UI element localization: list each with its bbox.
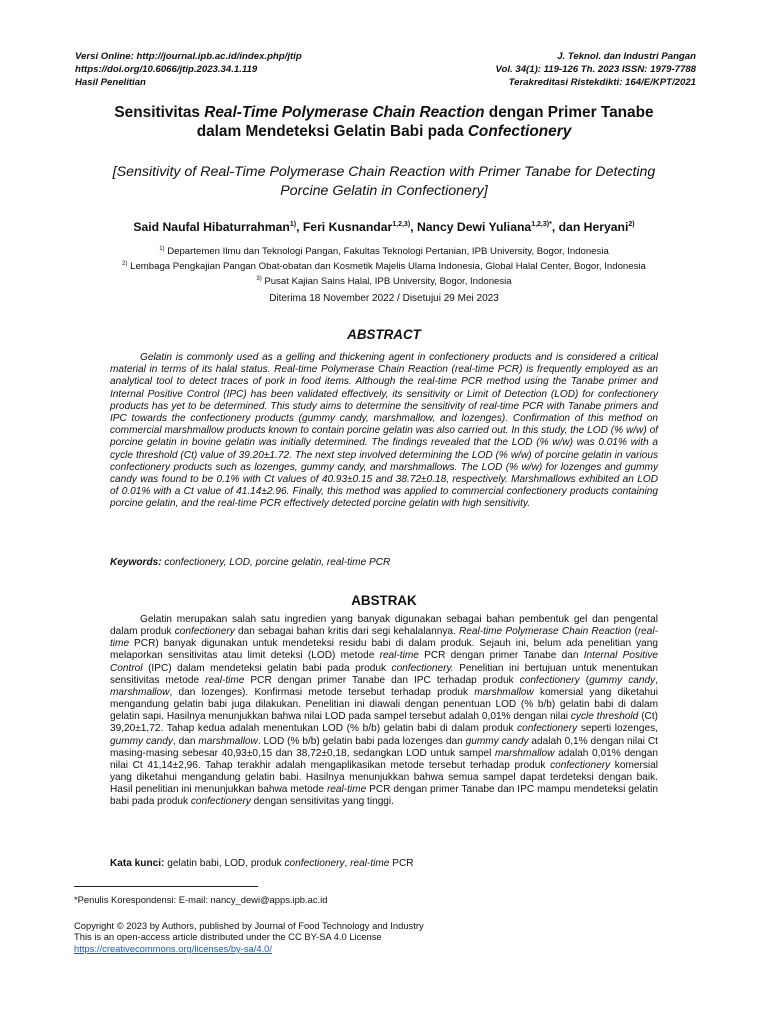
abstrak-segment: komersial yang diketahui mengandung gelatin babi. Hasilnya menunjukkan bahwa semua sampel dapat terdeteksi dengan baik. Hasil penelitian ini menunjukkan bahwa metode <box>110 759 658 796</box>
abstrak-segment: confectionery <box>174 626 235 638</box>
title-line2: dalam Mendeteksi Gelatin Babi pada <box>196 123 468 140</box>
volume-issn: Vol. 34(1): 119-126 Th. 2023 ISSN: 1979-7788 <box>495 64 696 75</box>
abstrak-segment: dan sebagai bahan kritis dari segi kehalalannya. <box>234 626 459 638</box>
author-sup: 1,2,3) <box>392 220 411 228</box>
abstrak-segment: Internal Positive Control <box>110 650 658 674</box>
abstrak-segment: real-time <box>110 626 659 650</box>
subtitle-line2: Porcine Gelatin in Confectionery] <box>280 182 488 199</box>
kata-kunci <box>110 858 658 869</box>
affiliation-2 <box>30 258 738 273</box>
abstrak-segment: gummy candy <box>465 735 529 747</box>
abstrak-segment: Real-time Polymerase Chain Reaction <box>458 626 632 638</box>
copyright-line: Copyright © 2023 by Authors, published by Journal of Food Technology and Industry <box>74 920 424 931</box>
kata-kunci-segment: confectionery <box>284 858 345 869</box>
abstrak-segment: PCR) banyak digunakan untuk mendeteksi residu babi di dalam produk. Sejauh ini, belum ada penelitian yang melaporkan sensitivitas atau limit deteksi (LOD) metode <box>110 638 658 662</box>
abstrak-segment: PCR dengan primer Tanabe dan <box>418 650 584 662</box>
abstrak-segment: Penelitian ini bertujuan untuk menentukan sensitivitas metode <box>110 662 658 686</box>
journal-header-left <box>75 50 302 89</box>
keywords <box>110 557 658 568</box>
abstrak-segment: marshmallow <box>198 735 258 747</box>
abstrak-segment: adalah 0,1% dengan nilai Ct masing-masing sebesar 40,93±0,15 dan 38,72±0,18, sedangkan LOD untuk sampel <box>110 735 658 759</box>
title-line2-italic: Confectionery <box>467 123 572 140</box>
corresponding-author-footnote: *Penulis Korespondensi: E-mail: nancy_dewi@apps.ipb.ac.id <box>74 894 328 905</box>
footnote-divider <box>74 886 258 887</box>
abstrak-segment: PCR dengan primer Tanabe dan IPC mampu mendeteksi gelatin babi pada produk <box>110 784 659 808</box>
affiliation-1 <box>30 243 738 258</box>
doi-text: https://doi.org/10.6066/jtip.2023.34.1.119 <box>75 64 258 75</box>
affiliation-text: Pusat Kajian Sains Halal, IPB University, Bogor, Indonesia <box>261 276 512 288</box>
abstrak-text <box>110 614 658 807</box>
title-part1: Sensitivitas <box>114 104 205 121</box>
title-part2: Real-Time Polymerase Chain Reaction <box>204 104 485 121</box>
abstrak-segment: confectionery. <box>391 662 454 674</box>
kata-kunci-segment: real-time <box>350 858 390 869</box>
abstrak-segment: komersial yang diketahui mengandung gelatin babi juga dilakukan. Penelitian ini diawali dengan penentuan LOD (% b/b) gelatin babi di dalam gelatin sapi. Hasilnya menunjukkan bahwa nilai LOD pada sampel tersebut adalah 0,01% dengan nilai <box>110 686 658 723</box>
author-sup: 2) <box>628 220 635 228</box>
abstrak-segment: real-time <box>379 650 419 662</box>
abstrak-segment: (IPC) dalam mendeteksi gelatin babi pada produk <box>142 662 392 674</box>
affiliation-sup: 3) <box>256 276 262 283</box>
affiliation-text: Departemen Ilmu dan Teknologi Pangan, Fakultas Teknologi Pertanian, IPB University, Bogor, Indonesia <box>164 246 609 258</box>
abstrak-segment: cycle threshold <box>570 711 639 723</box>
abstrak-heading: ABSTRAK <box>351 593 417 608</box>
abstrak-segment: adalah 0,01% dengan nilai Ct 41,14±2,96. Tahap terakhir adalah mengaplikasikan metode tersebut terhadap produk <box>110 747 658 771</box>
keywords-label: Keywords: <box>110 557 162 568</box>
journal-header-right <box>495 50 696 89</box>
abstrak-segment: , dan lozenges). Konfirmasi metode tersebut terhadap produk <box>169 686 475 698</box>
kata-kunci-segment: gelatin babi, LOD, produk <box>164 858 285 869</box>
abstrak-segment: gummy candy <box>110 735 173 747</box>
affiliations <box>30 243 738 289</box>
kata-kunci-values <box>164 858 413 869</box>
abstract-body <box>110 352 658 511</box>
abstract-heading: ABSTRACT <box>347 327 421 342</box>
abstrak-segment: , <box>655 674 658 686</box>
accreditation: Terakreditasi Ristekdikti: 164/E/KPT/2021 <box>508 77 696 88</box>
abstrak-segment: Gelatin merupakan salah satu ingredien yang banyak digunakan sebagai bahan pembentuk gel dan pengental dalam produk <box>110 614 658 638</box>
article-type: Hasil Penelitian <box>75 77 146 88</box>
received-dates: Diterima 18 November 2022 / Disetujui 29 Mei 2023 <box>269 293 499 304</box>
abstrak-segment: seperti lozenges, <box>577 723 658 735</box>
author-name: Heryani <box>583 220 629 234</box>
online-version-url: Versi Online: http://journal.ipb.ac.id/index.php/jtip <box>75 51 302 62</box>
abstrak-segment: marshmallow <box>110 686 170 698</box>
abstrak-segment: . LOD (% b/b) gelatin babi pada lozenges dan <box>257 735 466 747</box>
abstrak-segment: real-time <box>326 784 367 796</box>
abstrak-segment: confectionery <box>519 674 580 686</box>
author-list <box>40 220 728 234</box>
journal-name: J. Teknol. dan Industri Pangan <box>557 51 696 62</box>
author-sep: , dan <box>551 220 584 234</box>
kata-kunci-segment: , <box>344 858 351 869</box>
abstrak-segment: marshmallow <box>495 747 555 759</box>
abstrak-segment: confectionery <box>550 759 611 771</box>
kata-kunci-label: Kata kunci: <box>110 858 165 869</box>
abstrak-body <box>110 614 658 809</box>
abstrak-segment: real-time <box>205 674 245 686</box>
keywords-values: confectionery, LOD, porcine gelatin, real-time PCR <box>161 557 391 568</box>
paper-title <box>60 103 708 141</box>
author-sep: , <box>410 220 417 234</box>
abstrak-segment: marshmallow <box>474 686 534 698</box>
affiliation-text: Lembaga Pengkajian Pangan Obat-obatan dan Kosmetik Majelis Ulama Indonesia, Global Halal Center, Bogor, Indonesia <box>127 261 646 273</box>
copyright-block <box>74 920 424 954</box>
abstrak-segment: PCR dengan primer Tanabe dan IPC terhadap produk <box>244 674 520 686</box>
abstrak-segment: confectionery <box>190 796 251 808</box>
abstrak-segment: (Ct) 39,20±1,72. Tahap kedua adalah menentukan LOD (% b/b) gelatin babi di dalam produk <box>110 711 659 735</box>
author-name: Feri Kusnandar <box>302 220 393 234</box>
author-name: Nancy Dewi Yuliana <box>416 220 532 234</box>
abstrak-segment: , dan <box>172 735 199 747</box>
author-name: Said Naufal Hibaturrahman <box>133 220 290 234</box>
abstrak-segment: ( <box>631 626 638 638</box>
kata-kunci-segment: PCR <box>389 858 414 869</box>
author-sup: 1) <box>289 220 297 228</box>
license-line: This is an open-access article distributed under the CC BY-SA 4.0 License <box>74 931 382 943</box>
abstract-text: Gelatin is commonly used as a gelling and thickening agent in confectionery products and is considered a critical material in terms of its halal status. Real-time Polymerase Chain Reaction (real-time PCR) is frequently employed as an analytical tool to detect traces of pork in food items. Although the real-time PCR method using the Tanabe primer and Internal Positive Control (IPC) has been validated effectively, its sensitivity or Limit of Detection (LOD) for confectionery products has yet to be determined. This study aims to determine the sensitivity of real-time PCR with Tanabe primers and IPC towards the confectionery products (gummy candy, marshmallow, and lozenges). Confirmation of this method on commercial marshmallow products known to contain porcine gelatin was also carried out. In this study, the LOD (% w/w) of porcine gelatin in bovine gelatin was initially determined. The findings revealed that the LOD (% w/w) was 0.01% with a cycle threshold (Ct) value of 39.20±1.72. The next step involved determining the LOD (% w/w) of porcine gelatin in various confectionery products such as lozenges, gummy candy, and marshmallows. The LOD (% w/w) for lozenges and gummy candy was found to be 0.1% with Ct values of 40.93±0.15 and 38.72±0.18, respectively. Marshmallows exhibited an LOD of 0.01% with a Ct value of 41.14±2.96. Finally, this method was applied to commercial confectionery products containing porcine gelatin, and the real-time PCR effectively detected porcine gelatin with high sensitivity. <box>110 352 658 510</box>
abstrak-segment: dengan sensitivitas yang tinggi. <box>250 796 394 808</box>
author-sep: , <box>296 220 303 234</box>
abstrak-segment: ( <box>579 674 590 686</box>
affiliation-3 <box>30 273 738 288</box>
author-sup: 1,2,3)* <box>531 220 552 228</box>
affiliation-sup: 2) <box>122 261 128 268</box>
subtitle-line1: [Sensitivity of Real-Time Polymerase Chain Reaction with Primer Tanabe for Detecting <box>112 164 656 180</box>
abstrak-segment: confectionery <box>517 723 578 735</box>
affiliation-sup: 1) <box>159 246 165 252</box>
abstrak-segment: gummy candy <box>589 674 656 686</box>
title-part3: dengan Primer Tanabe <box>484 104 654 121</box>
paper-subtitle <box>60 163 708 200</box>
license-link[interactable]: https://creativecommons.org/licenses/by-sa/4.0/ <box>74 942 273 954</box>
